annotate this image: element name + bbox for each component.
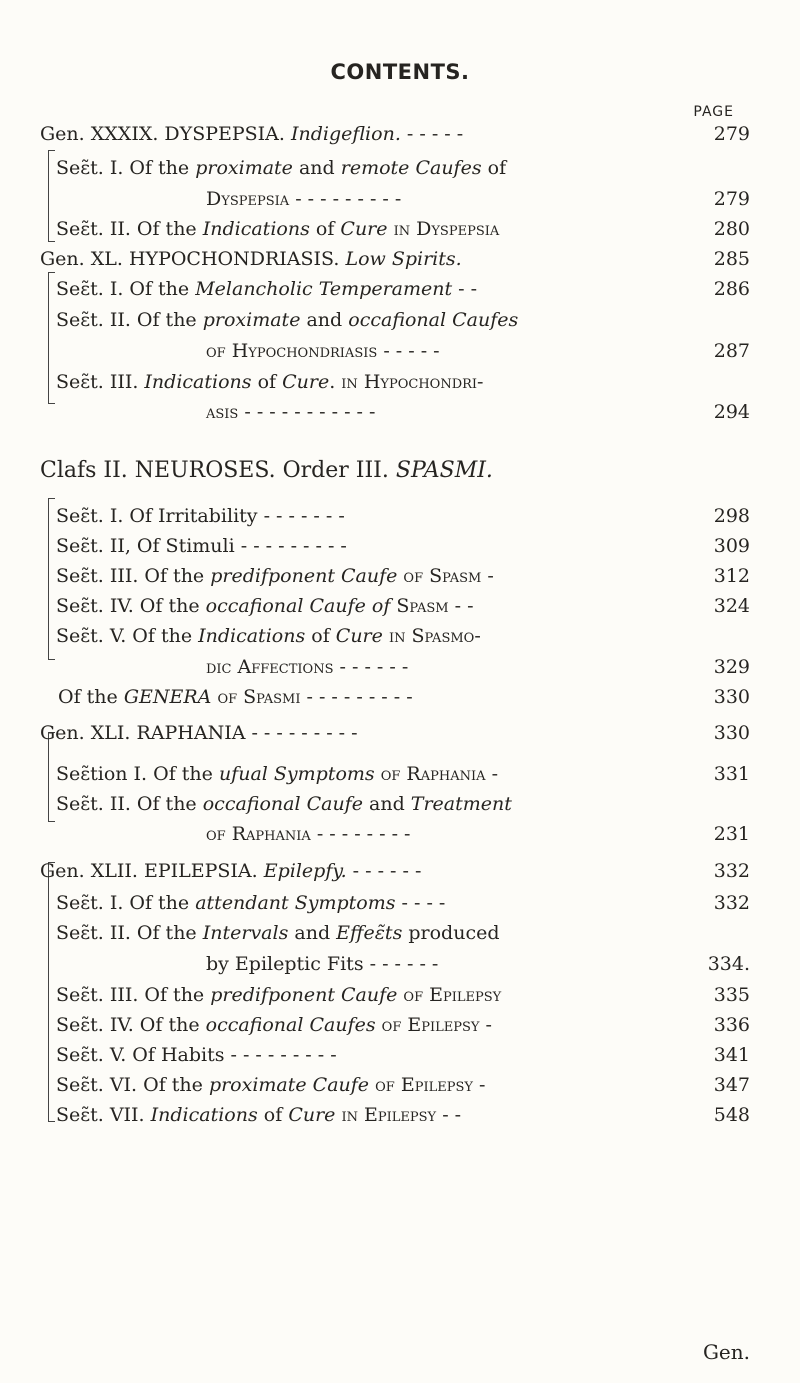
section-entry: Seɛ̃t. II. Of the Indications of Cure in Dyspepsia — [56, 218, 500, 240]
page-title: CONTENTS. — [330, 60, 470, 84]
section-entry: Seɛ̃t. II. Of the Intervals and Effeɛ̃ts produced — [56, 922, 500, 944]
section-entry: Seɛ̃t. IV. Of the occafional Caufes of Epilepsy - — [56, 1014, 492, 1036]
section-entry: Seɛ̃t. III. Indications of Cure. in Hypochondri- — [56, 371, 484, 393]
section-entry-continued: by Epileptic Fits - - - - - - — [206, 953, 439, 975]
genus-heading: Gen. XL. HYPOCHONDRIASIS. Low Spirits. — [40, 248, 462, 270]
section-entry-continued: of Hypochondriasis - - - - - — [206, 340, 440, 362]
section-entry: Seɛ̃t. I. Of the Melancholic Temperament - - — [56, 278, 478, 300]
section-entry-continued: Dyspepsia - - - - - - - - - — [206, 188, 402, 210]
page-number: 298 — [713, 505, 750, 527]
catchword: Gen. — [702, 1340, 750, 1364]
page-number: 329 — [713, 656, 750, 678]
page-number: 334. — [707, 953, 750, 975]
section-entry: Seɛ̃t. III. Of the predifponent Caufe of Spasm - — [56, 565, 494, 587]
section-entry: Seɛ̃t. II. Of the occafional Caufe and Treatment — [56, 793, 512, 815]
genus-heading: Gen. XXXIX. DYSPEPSIA. Indigeflion. - - - - - — [40, 123, 464, 145]
page-number: 286 — [713, 278, 750, 300]
page-number: 330 — [713, 686, 750, 708]
page-number: 312 — [713, 565, 750, 587]
section-brace — [48, 150, 55, 242]
page-number: 332 — [713, 892, 750, 914]
section-entry: Seɛ̃t. III. Of the predifponent Caufe of Epilepsy — [56, 984, 502, 1006]
page-number: 279 — [713, 188, 750, 210]
class-heading: Clafs II. NEUROSES. Order III. SPASMI. — [40, 458, 493, 483]
section-brace — [48, 732, 55, 822]
section-entry: Seɛ̃t. II. Of the proximate and occafional Caufes — [56, 309, 519, 331]
section-brace — [48, 498, 55, 660]
page-number: 309 — [713, 535, 750, 557]
page-number: 331 — [713, 763, 750, 785]
page-number: 285 — [713, 248, 750, 270]
genus-heading: Gen. XLII. EPILEPSIA. Epilepfy. - - - - - - — [40, 860, 422, 882]
section-entry: Seɛ̃tion I. Of the ufual Symptoms of Raphania - — [56, 763, 498, 785]
section-entry: Seɛ̃t. I. Of the attendant Symptoms - - - - — [56, 892, 446, 914]
section-entry: Seɛ̃t. II, Of Stimuli - - - - - - - - - — [56, 535, 347, 557]
section-entry: Seɛ̃t. IV. Of the occafional Caufe of Spasm - - — [56, 595, 474, 617]
section-entry: Seɛ̃t. V. Of the Indications of Cure in Spasmo- — [56, 625, 481, 647]
section-brace — [48, 272, 55, 404]
section-entry: Seɛ̃t. VII. Indications of Cure in Epilepsy - - — [56, 1104, 462, 1126]
section-entry-continued: asis - - - - - - - - - - - — [206, 401, 376, 423]
page-number: 294 — [713, 401, 750, 423]
page-number: 324 — [713, 595, 750, 617]
page-number: 335 — [713, 984, 750, 1006]
page-number: 336 — [713, 1014, 750, 1036]
section-entry: Seɛ̃t. I. Of the proximate and remote Caufes of — [56, 157, 507, 179]
page-number: 332 — [713, 860, 750, 882]
page-column-label: PAGE — [693, 104, 734, 120]
genus-heading: Gen. XLI. RAPHANIA - - - - - - - - - — [40, 722, 358, 744]
section-entry: Seɛ̃t. V. Of Habits - - - - - - - - - — [56, 1044, 337, 1066]
section-entry: Seɛ̃t. I. Of Irritability - - - - - - - — [56, 505, 345, 527]
page-number: 280 — [713, 218, 750, 240]
page-number: 330 — [713, 722, 750, 744]
page-number: 347 — [713, 1074, 750, 1096]
page-number: 231 — [713, 823, 750, 845]
page-number: 341 — [713, 1044, 750, 1066]
section-entry: Seɛ̃t. VI. Of the proximate Caufe of Epilepsy - — [56, 1074, 486, 1096]
page-number: 548 — [713, 1104, 750, 1126]
section-entry-continued: of Raphania - - - - - - - - — [206, 823, 411, 845]
page-number: 287 — [713, 340, 750, 362]
section-brace — [48, 862, 55, 1122]
genera-entry: Of the GENERA of Spasmi - - - - - - - - - — [58, 686, 413, 708]
page-number: 279 — [713, 123, 750, 145]
section-entry-continued: dic Affections - - - - - - — [206, 656, 409, 678]
